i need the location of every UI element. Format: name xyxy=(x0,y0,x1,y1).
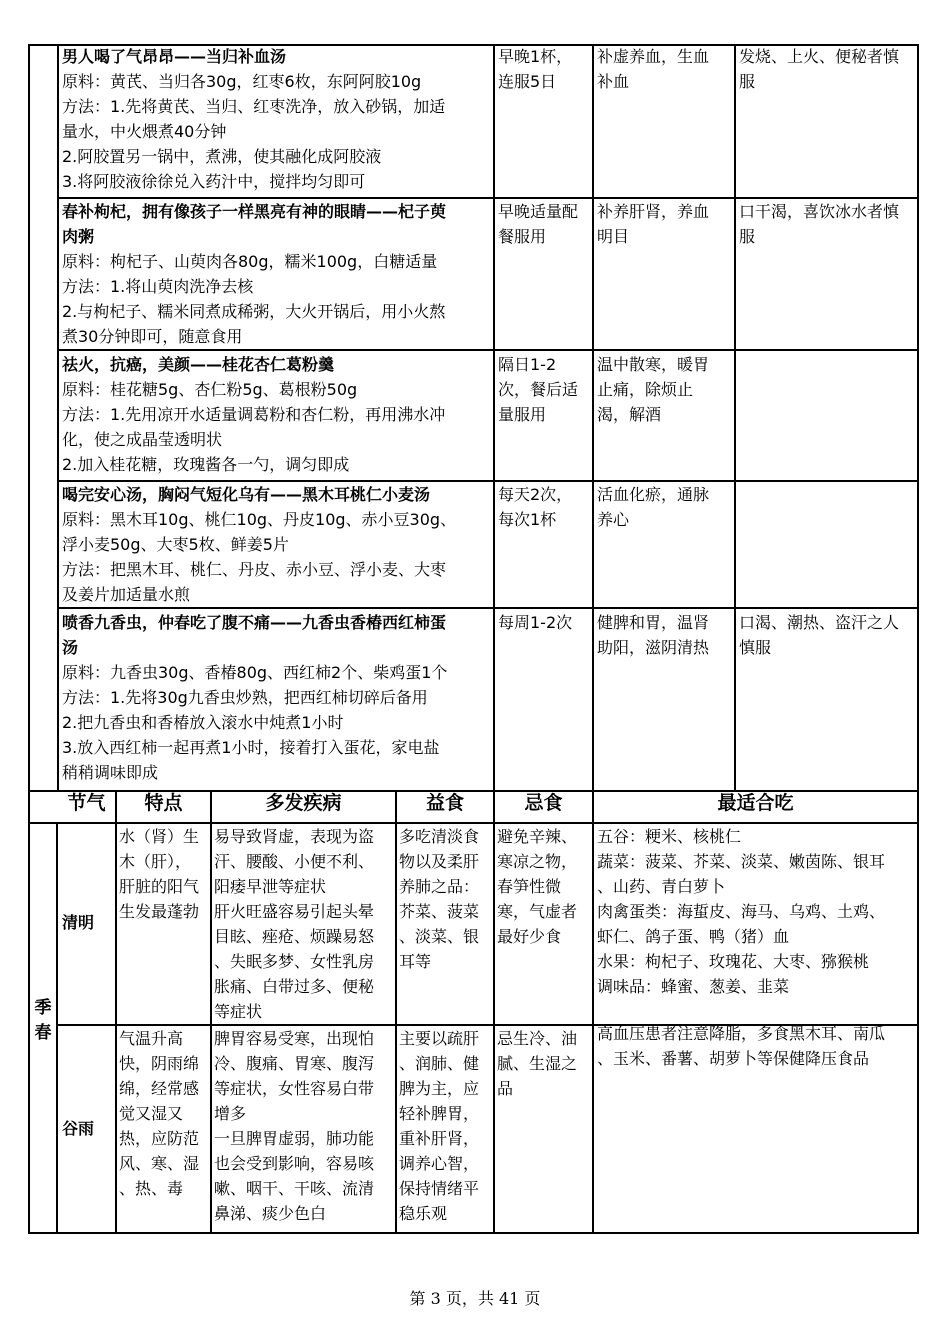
page-footer: 第 3 页，共 41 页 xyxy=(409,1289,541,1308)
recipe-caution: 口干渴，喜饮冰水者慎 服 xyxy=(739,202,900,246)
recipe-effect: 健脾和胃，温肾 助阳，滋阴清热 xyxy=(597,613,710,657)
recipe-line: 稍稍调味即成 xyxy=(62,763,159,782)
term-disease: 易导致肾虚，表现为盗 汗、腰酸、小便不利、 阳痿早泄等症状 肝火旺盛容易引起头晕 目眩、痤疮、烦躁易怒 、失眠多梦、女性乳房 胀痛、白带过多、便秘 等症状 xyxy=(214,827,375,1021)
recipe-line: 及姜片加适量水煎 xyxy=(62,585,191,604)
recipe-line: 3.放入西红柿一起再煮1小时，接着打入蛋花，家电盐 xyxy=(62,738,440,757)
term-avoid-food: 避免辛辣、 寒凉之物， 春笋性微 寒，气虚者 最好少食 xyxy=(497,827,578,946)
recipe-effect: 活血化瘀，通脉 养心 xyxy=(597,485,710,529)
term-feature: 水（肾）生 木（肝）， 肝脏的阳气 生发最蓬勃 xyxy=(119,827,200,921)
recipe-line: 2.阿胶置另一锅中，煮沸，使其融化成阿胶液 xyxy=(62,147,382,166)
recipe-line: 2.把九香虫和香椿放入滚水中炖煮1小时 xyxy=(62,713,344,732)
solar-term: 谷雨 xyxy=(62,1119,95,1138)
recipe-effect: 补虚养血，生血 补血 xyxy=(597,47,710,91)
recipe-line: 原料：桂花糖5g、杏仁粉5g、葛根粉50g xyxy=(62,380,358,399)
recipe-line: 2.与枸杞子、糯米同煮成稀粥，大火开锅后，用小火熬 xyxy=(62,302,446,321)
season-label: 季 春 xyxy=(34,998,52,1043)
recipe-effect: 补养肝肾，养血 明目 xyxy=(597,202,710,246)
recipe-effect: 温中散寒，暖胃 止痛，除烦止 渴，解酒 xyxy=(597,355,710,424)
table-border xyxy=(592,44,594,790)
recipe-usage: 早晚1杯， 连服5日 xyxy=(498,47,573,91)
table-border xyxy=(917,790,919,1234)
table-border xyxy=(493,790,495,1234)
table-border xyxy=(210,790,212,1234)
header-best-food: 最适合吃 xyxy=(717,792,794,814)
table-border xyxy=(57,44,59,790)
term-best-food: 五谷：粳米、核桃仁 蔬菜：菠菜、芥菜、淡菜、嫩茵陈、银耳 、山药、青白萝卜 肉禽蛋类：海蜇皮、海马、乌鸡、土鸡、 虾仁、鸽子蛋、鸭（猪）血 水果：枸杞子、玫瑰花、大枣、猕猴桃 调味品：蜂蜜、葱姜、韭菜 xyxy=(597,827,886,996)
recipe-caution: 口渴、潮热、盗汗之人 慎服 xyxy=(739,613,900,657)
header-feature: 特点 xyxy=(144,792,183,814)
header-avoid-food: 忌食 xyxy=(524,792,563,814)
recipe-usage: 早晚适量配 餐服用 xyxy=(498,202,579,246)
recipe-line: 方法：1.先将黄芪、当归、红枣洗净，放入砂锅，加适 xyxy=(62,97,446,116)
table-border xyxy=(734,44,736,790)
term-best-food: 高血压患者注意降脂，多食黑木耳、南瓜 、玉米、番薯、胡萝卜等保健降压食品 xyxy=(597,1024,886,1068)
table-border xyxy=(28,44,30,792)
table-border xyxy=(28,1232,919,1234)
recipe-title: 喝完安心汤，胸闷气短化乌有——黑木耳桃仁小麦汤 xyxy=(62,485,431,504)
term-disease: 脾胃容易受寒，出现怕 冷、腹痛、胃寒、腹泻 等症状，女性容易白带 增多 一旦脾胃虚弱，肺功能 也会受到影响，容易咳 嗽、咽干、干咳、流清 鼻涕、痰少色白 xyxy=(214,1029,375,1223)
table-border xyxy=(493,44,495,790)
recipe-title: 喷香九香虫，仲春吃了腹不痛——九香虫香椿西红柿蛋 汤 xyxy=(62,613,447,657)
recipe-line: 原料：黄芪、当归各30g，红枣6枚，东阿阿胶10g xyxy=(62,72,422,91)
table-border xyxy=(56,822,58,1234)
recipe-title: 男人喝了气昂昂——当归补血汤 xyxy=(62,47,287,66)
table-border xyxy=(592,790,594,1234)
recipe-line: 量水，中火煨煮40分钟 xyxy=(62,122,227,141)
recipe-title: 春补枸杞，拥有像孩子一样黑亮有神的眼睛——杞子萸 肉粥 xyxy=(62,202,447,246)
recipe-line: 方法：把黑木耳、桃仁、丹皮、赤小豆、浮小麦、大枣 xyxy=(62,560,447,579)
recipe-line: 3.将阿胶液徐徐兑入药汁中，搅拌均匀即可 xyxy=(62,172,366,191)
term-good-food: 多吃清淡食 物以及柔肝 养肺之品： 芥菜、菠菜 、淡菜、银 耳等 xyxy=(399,827,480,971)
header-term: 节气 xyxy=(67,792,106,814)
recipe-line: 化，使之成晶莹透明状 xyxy=(62,430,223,449)
recipe-usage: 隔日1-2 次，餐后适 量服用 xyxy=(498,355,579,424)
recipe-line: 方法：1.将山萸肉洗净去核 xyxy=(62,277,254,296)
recipe-usage: 每周1-2次 xyxy=(498,613,573,632)
recipe-usage: 每天2次， 每次1杯 xyxy=(498,485,573,529)
header-disease: 多发疾病 xyxy=(265,792,342,814)
recipe-line: 方法：1.先用凉开水适量调葛粉和杏仁粉，再用沸水冲 xyxy=(62,405,446,424)
recipe-caution: 发烧、上火、便秘者慎 服 xyxy=(739,47,900,91)
recipe-line: 2.加入桂花糖，玫瑰酱各一勺，调匀即成 xyxy=(62,455,350,474)
row-divider xyxy=(57,349,919,351)
recipe-line: 原料：九香虫30g、香椿80g、西红柿2个、柴鸡蛋1个 xyxy=(62,663,448,682)
table-border xyxy=(115,790,117,1234)
recipe-title: 祛火，抗癌，美颜——桂花杏仁葛粉羹 xyxy=(62,355,335,374)
recipe-line: 煮30分钟即可，随意食用 xyxy=(62,327,243,346)
term-good-food: 主要以疏肝 、润肺、健 脾为主，应 轻补脾胃， 重补肝肾， 调养心智， 保持情绪平 稳乐观 xyxy=(399,1029,480,1223)
table-border xyxy=(917,44,919,792)
recipe-line: 浮小麦50g、大枣5枚、鲜姜5片 xyxy=(62,535,289,554)
row-divider xyxy=(57,607,919,609)
recipe-line: 原料：黑木耳10g、桃仁10g、丹皮10g、赤小豆30g、 xyxy=(62,510,457,529)
term-feature: 气温升高 快，阴雨绵 绵，经常感 觉又湿又 热，应防范 风、寒、湿 、热、毒 xyxy=(119,1029,200,1198)
recipe-line: 方法：1.先将30g九香虫炒熟，把西红柿切碎后备用 xyxy=(62,688,428,707)
term-avoid-food: 忌生冷、油 腻、生湿之 品 xyxy=(497,1029,578,1098)
recipe-line: 原料：枸杞子、山萸肉各80g，糯米100g，白糖适量 xyxy=(62,252,438,271)
header-good-food: 益食 xyxy=(425,792,464,814)
table-border xyxy=(395,790,397,1234)
solar-term: 清明 xyxy=(62,913,95,932)
